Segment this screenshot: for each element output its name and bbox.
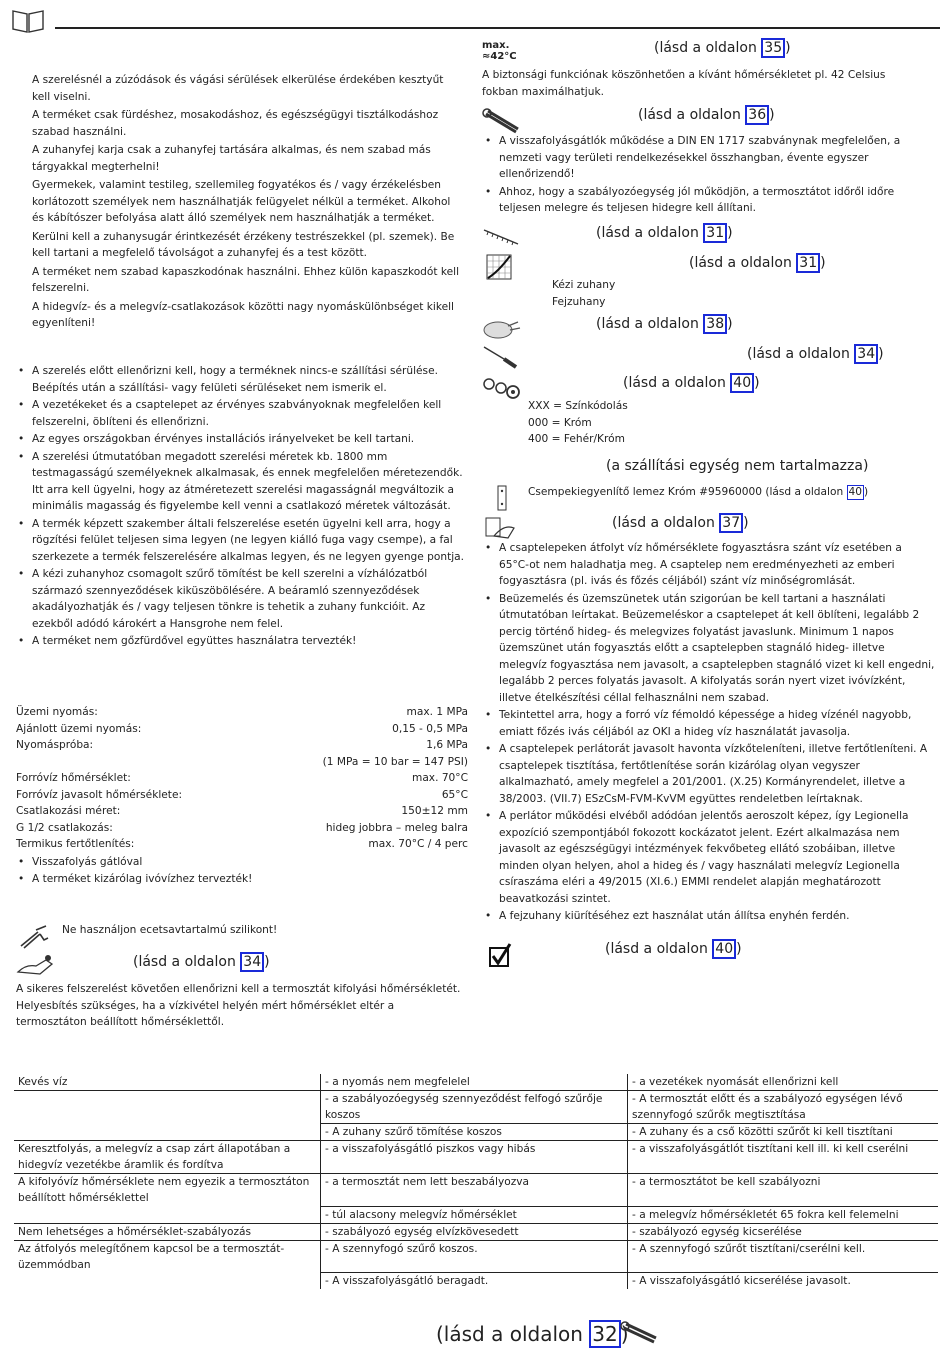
table-row: Nem lehetséges a hőmérséklet-szabályozás - szabályozó egység elvízkövesedett - szabályozó egység kicserélése: [14, 1223, 938, 1240]
maintenance-notes: [483, 133, 923, 218]
page-ref-34: (lásd a oldalon 34 ): [747, 346, 884, 362]
list-item: • A szerelési útmutatóban megadott szerelési méretek kb. 1800 mm testmagasságú személyeknek alkalmasak, és ennek megfelelően méretezendők. Itt arra kell ügyelni, hogy az átméretezett szerelési magasságnál megváltozik a minimális magasság és figyelembe kell venni a csatlakozó méretek változását.: [16, 449, 466, 515]
max-temp-label: max. ≈42°C: [482, 40, 517, 62]
page-link[interactable]: 37: [719, 513, 743, 533]
list-item: • Ahhoz, hogy a szabályozóegység jól működjön, a termosztátot időről időre teljesen melegre és teljesen hidegre kell állítani.: [483, 184, 923, 217]
spec-bullets: [16, 854, 468, 888]
silicone-note: Ne használjon ecetsavtartalmú szilikont!: [62, 924, 278, 936]
specs-table: [16, 704, 468, 889]
page-ref-36: (lásd a oldalon 36 ): [638, 107, 775, 123]
not-included-label: (a szállítási egység nem tartalmazza): [606, 458, 869, 474]
page-link[interactable]: 31: [703, 223, 727, 243]
safety-text: A hidegvíz- és a melegvíz-csatlakozások közötti nagy nyomáskülönbséget kikell egyenlíteni!: [32, 300, 454, 329]
spec-row: Forróvíz hőmérséklet: max. 70°C: [16, 772, 468, 784]
list-item: • A fejzuhany kiürítéséhez ezt használat után állítsa enyhén ferdén.: [483, 908, 935, 925]
hand-thermostat-icon: [16, 952, 56, 978]
list-item: • A terméket kizárólag ivóvízhez tervezték!: [16, 871, 468, 888]
page-ref-37: (lásd a oldalon 37 ): [612, 515, 749, 531]
safety-function-text: A biztonsági funkciónak köszönhetően a kívánt hőmérsékletet pl. 42 Celsius fokban maximálhatjuk.: [482, 69, 886, 98]
spec-row: G 1/2 csatlakozás: hideg jobbra – meleg balra: [16, 821, 468, 834]
silicone-gun-icon: [18, 924, 50, 950]
table-row: - A zuhany szűrő tömítése koszos - A zuhany és a cső közötti szűrőt ki kell tisztítani: [14, 1124, 938, 1141]
spec-row: Üzemi nyomás: max. 1 MPa: [16, 706, 468, 718]
page-link[interactable]: 36: [745, 105, 769, 125]
grid-chart-icon: [486, 254, 512, 280]
hygiene-notes: [483, 540, 935, 926]
page-ref-31: (lásd a oldalon 31 ): [596, 225, 733, 241]
tile-plate-icon: [496, 485, 508, 511]
page-link[interactable]: 40: [712, 939, 736, 959]
troubleshooting-table: [14, 1074, 938, 1289]
page-ref-31: (lásd a oldalon 31 ): [689, 255, 826, 271]
list-item: • A csaptelepek perlátorát javasolt havonta vízkőteleníteni, illetve fertőtleníteni. A csaptelepek tisztítása, fertőtlenítése során kizárólag olyan vegyszer alkalmazható, amely megfelel a 201/2001. (X.25) Kormányrendelet, illetve a 38/2003. (VII.7) ESzCsM-FVM-KvVM együttes rendeletben leírtaknak.: [483, 741, 935, 807]
page-ref-40: (lásd a oldalon 40 ): [605, 941, 742, 957]
page-ref-38: (lásd a oldalon 38 ): [596, 316, 733, 332]
calibration-text: A sikeres felszerelést követően ellenőrizni kell a termosztát kifolyási hőmérsékletét. Helyesbítés szükséges, ha a vízkivétel helyén mért hőmérséklet eltér a termosztáton beállított hőmérséklettől.: [16, 983, 461, 1028]
list-item: • A vezetékeket és a csaptelepet az érvényes szabványoknak megfelelően kell felszerelni, öblíteni és ellenőrizni.: [16, 397, 466, 430]
spec-row: Csatlakozási méret: 150±12 mm: [16, 805, 468, 817]
safety-text: A terméket nem szabad kapaszkodónak használni. Ehhez külön kapaszkodót kell felszerelni.: [32, 265, 460, 294]
screwdriver-icon: [482, 344, 520, 370]
safety-text: Gyermekek, valamint testileg, szellemileg fogyatékos és / vagy érzékelésben korlátozott személyek nem használhatják felügyelet nélkül a terméket. Alkohol és kábítószer befolyása alatt álló személyek nem használhatják a terméket.: [32, 179, 451, 224]
safety-section: [32, 72, 464, 334]
hand-faucet-icon: [482, 514, 516, 540]
safety-text: A szerelésnél a zúzódások és vágási sérülések elkerülése érdekében kesztyűt kell viselni.: [32, 74, 444, 103]
wrench-icon: [482, 108, 522, 136]
table-row: Az átfolyós melegítőnem kapcsol be a termosztát-üzemmódban - A szennyfogó szűrő koszos. - A szennyfogó szűrőt tisztítani/cserélni kell.: [14, 1240, 938, 1273]
list-item: • A kézi zuhanyhoz csomagolt szűrő tömítést be kell szerelni a vízhálózatból származó szennyeződések kiküszöbölésére. A beáramló szennyeződések akadályozhatják és / vagy teljesen tönkre is tehetik a zuhany funkcióit. Az ezekből adódó károkért a Hansgrohe nem felel.: [16, 566, 466, 632]
spec-row: Termikus fertőtlenítés: max. 70°C / 4 perc: [16, 838, 468, 850]
page-link[interactable]: 40: [848, 486, 863, 498]
table-row: Keresztfolyás, a melegvíz a csap zárt állapotában a hidegvíz vezetékbe áramlik és fordítva - a visszafolyásgátló piszkos vagy hibás - a visszafolyásgátlót tisztítani kell ill. ki kell cserélni: [14, 1141, 938, 1174]
list-item: • A terméket nem gőzfürdővel együttes használatra tervezték!: [16, 633, 466, 650]
safety-text: Kerülni kell a zuhanysugár érintkezését érzékeny testrészekkel (pl. szemek). Be kell tartani a megfelelő távolságot a zuhanyfej és a test között.: [32, 230, 455, 259]
page-link[interactable]: 34: [240, 952, 264, 972]
safety-text: A zuhanyfej karja csak a zuhanyfej tartására alkalmas, és nem szabad más tárgyakkal megterhelni!: [32, 144, 431, 173]
checkbox-icon: [488, 942, 512, 968]
page-link[interactable]: 35: [761, 38, 785, 58]
table-row: - A visszafolyásgátló beragadt. - A visszafolyásgátló kicserélése javasolt.: [14, 1273, 938, 1290]
list-item: • Beüzemelés és üzemszünetek után szigorúan be kell tartani a használati útmutatóban leírtakat. Beüzemeléskor a csaptelepet át kell öblíteni, legalább 2 percig történő hideg- és melegvizes folyatást javaslunk. Minimum 1 napos üzemszünet után fogyasztás előtt a csaptelepben stagnáló hideg- illetve melegvíz fogyasztása nem javasolt, a csaptelepben stagnáló vizet ki kell engedni, legalább 2 perces folyatás javasolt. A kifolyatás során nyert vizet ivóvízként, illetve ételkészítési céllal felhasználni nem szabad.: [483, 591, 935, 707]
list-item: • A csaptelepeken átfolyt víz hőmérséklete fogyasztásra szánt víz esetében a 65°C-ot nem haladhatja meg. A csaptelep nem eredményezheti az emberi fogyasztásra (pl. ivás és főzés céljából) szánt víz minőségromlását.: [483, 540, 935, 590]
spec-row: Ajánlott üzemi nyomás: 0,15 - 0,5 MPa: [16, 722, 468, 735]
spec-row: (1 MPa = 10 bar = 147 PSI): [322, 755, 468, 768]
spare-parts-icon: [482, 376, 522, 400]
page-link[interactable]: 40: [730, 373, 754, 393]
page-ref-35: (lásd a oldalon 35 ): [654, 40, 791, 56]
table-row: - a szabályozóegység szennyeződést felfogó szűrője koszos - A termosztát előtt és a szabályozó egységen lévő szennyfogó szűrők megtisztítása: [14, 1091, 938, 1124]
book-icon: [12, 8, 44, 34]
ruler-icon: [482, 226, 520, 248]
shower-types: Kézi zuhany Fejzuhany: [552, 279, 616, 308]
page-ref-32: (lásd a oldalon 32 ): [436, 1322, 629, 1346]
install-notes: [16, 363, 466, 651]
page-link[interactable]: 32: [589, 1320, 620, 1348]
list-item: • Az egyes országokban érvényes installációs irányelveket be kell tartani.: [16, 431, 466, 448]
tile-compensation: Csempekiegyenlítő lemez Króm #95960000 (lásd a oldalon 40 ): [528, 486, 869, 498]
header-rule: [55, 27, 940, 29]
table-row: - túl alacsony melegvíz hőmérséklet - a melegvíz hőmérsékletét 65 fokra kell felemelni: [14, 1206, 938, 1223]
page-link[interactable]: 34: [854, 344, 878, 364]
spec-row: Nyomáspróba: 1,6 MPa: [16, 739, 468, 751]
page-ref-40: (lásd a oldalon 40 ): [623, 375, 760, 391]
cleaning-hand-icon: [482, 316, 522, 342]
list-item: • A termék képzett szakember általi felszerelése esetén ügyelni kell arra, hogy a rögzítési felület teljesen sima legyen (ne legyen kiálló fuga vagy csempe), a fal szerkezete a termék felszerelésére alkalmas legyen, és ne legyen gyenge pontja.: [16, 516, 466, 566]
list-item: • Visszafolyás gátlóval: [16, 854, 468, 871]
list-item: • Tekintettel arra, hogy a forró víz fémoldó képessége a hideg vízénél nagyobb, emiatt főzés ivás céljából az OKI a hideg víz használatát javasolja.: [483, 707, 935, 740]
wrench-icon: [620, 1320, 660, 1348]
page-link[interactable]: 38: [703, 314, 727, 334]
page-link[interactable]: 31: [796, 253, 820, 273]
table-row: Kevés víz - a nyomás nem megfelelel - a vezetékek nyomását ellenőrizni kell: [14, 1074, 938, 1091]
list-item: • A szerelés előtt ellenőrizni kell, hogy a terméknek nincs-e szállítási sérülése. Beépítés után a szállítási- vagy felületi sérüléseket nem ismerik el.: [16, 363, 466, 396]
table-row: A kifolyóvíz hőmérséklete nem egyezik a termosztáton beállított hőmérséklettel - a termosztát nem lett beszabályozva - a termosztátot be kell szabályozni: [14, 1174, 938, 1207]
safety-text: A terméket csak fürdéshez, mosakodáshoz, és egészségügyi tisztálkodáshoz szabad használni.: [32, 109, 439, 138]
list-item: • A perlátor működési elvéből adódóan jelentős aeroszolt képez, így Legionella expozíció szempontjából fokozott kockázatot jelent. Ezért alkalmazása nem javasolt az egészségügyi intézmények fekvőbeteg ellátó szobáiban, illetve minden olyan helyen, ahol a hideg és / vagy használati melegvíz Legionella csíraszáma eléri a 49/2015 (XI.6.) EMMI rendelet alapján meghatározott beavatkozási szintet.: [483, 808, 935, 907]
color-codes: XXX = Színkódolás 000 = Króm 400 = Fehér/Króm: [528, 400, 628, 445]
spec-row: Forróvíz javasolt hőmérséklete: 65°C: [16, 788, 468, 801]
list-item: • A visszafolyásgátlók működése a DIN EN 1717 szabványnak megfelelően, a nemzeti vagy területi rendelkezésekkel összhangban, évente egyszer ellenőrizendő!: [483, 133, 923, 183]
page-ref-34: (lásd a oldalon 34 ): [133, 954, 270, 970]
